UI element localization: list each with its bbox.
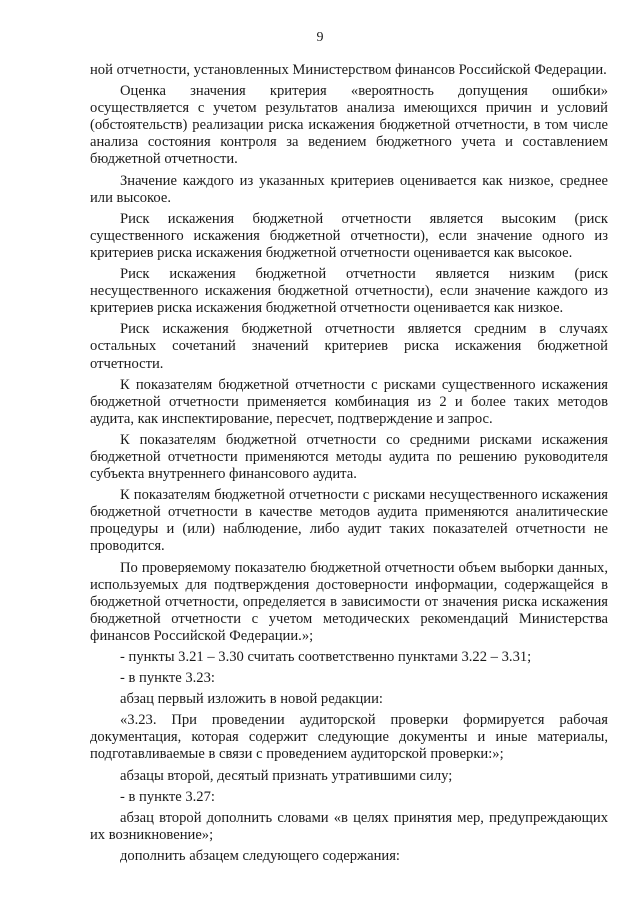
paragraph-continuation: ной отчетности, установленных Министерством финансов Российской Федерации. bbox=[90, 62, 607, 78]
paragraph: абзац первый изложить в новой редакции: bbox=[120, 691, 383, 708]
paragraph: «3.23. При проведении аудиторской проверки формируется рабочая документация, которая содержит следующие документы и иные материалы, подготавливаемые в связи с проведением аудиторской проверки:»; bbox=[90, 712, 608, 763]
paragraph: - пункты 3.21 – 3.30 считать соответственно пунктами 3.22 – 3.31; bbox=[120, 649, 532, 665]
paragraph: абзац второй дополнить словами «в целях принятия мер, предупреждающих их возникновение»; bbox=[90, 809, 608, 843]
paragraph: К показателям бюджетной отчетности с рисками несущественного искажения бюджетной отчетности в качестве методов аудита применяются аналитические процедуры и (или) наблюдение, либо аудит таких показателей отчетности не проводится. bbox=[90, 487, 608, 555]
paragraph: Значение каждого из указанных критериев оценивается как низкое, среднее или высокое. bbox=[90, 172, 608, 206]
page-number: 9 bbox=[316, 30, 324, 45]
paragraph: Риск искажения бюджетной отчетности является низким (риск несущественного искажения бюджетной отчетности), если значение каждого из критериев риска искажения бюджетной отчетности оценивается как низкое. bbox=[90, 266, 608, 317]
paragraph: - в пункте 3.23: bbox=[120, 670, 215, 687]
paragraph: Оценка значения критерия «вероятность допущения ошибки» осуществляется с учетом результатов анализа имеющихся причин и условий (обстоятельств) реализации риска искажения бюджетной отчетности, в том числе анализа состояния контроля за ведением бюджетного учета и составлением бюджетной отчетности. bbox=[90, 83, 608, 168]
paragraph: По проверяемому показателю бюджетной отчетности объем выборки данных, используемых для подтверждения достоверности информации, содержащейся в бюджетной отчетности, определяется в зависимости от значения риска искажения бюджетной отчетности с учетом методических рекомендаций Министерства финансов Российской Федерации.»; bbox=[90, 559, 608, 644]
paragraph: Риск искажения бюджетной отчетности является средним в случаях остальных сочетаний значений критериев риска искажения бюджетной отчетности. bbox=[90, 321, 608, 372]
document-body bbox=[90, 62, 608, 869]
paragraph: К показателям бюджетной отчетности со средними рисками искажения бюджетной отчетности применяются методы аудита по решению руководителя субъекта внутреннего финансового аудита. bbox=[90, 431, 608, 483]
paragraph: - в пункте 3.27: bbox=[120, 788, 215, 805]
paragraph: дополнить абзацем следующего содержания: bbox=[120, 847, 400, 864]
paragraph: Риск искажения бюджетной отчетности является высоким (риск существенного искажения бюджетной отчетности), если значение одного из критериев риска искажения бюджетной отчетности оценивается как высокое. bbox=[90, 210, 608, 261]
paragraph: абзацы второй, десятый признать утратившими силу; bbox=[120, 767, 453, 784]
paragraph: К показателям бюджетной отчетности с рисками существенного искажения бюджетной отчетности применяется комбинация из 2 и более таких методов аудита, как инспектирование, пересчет, подтверждение и запрос. bbox=[90, 376, 608, 427]
